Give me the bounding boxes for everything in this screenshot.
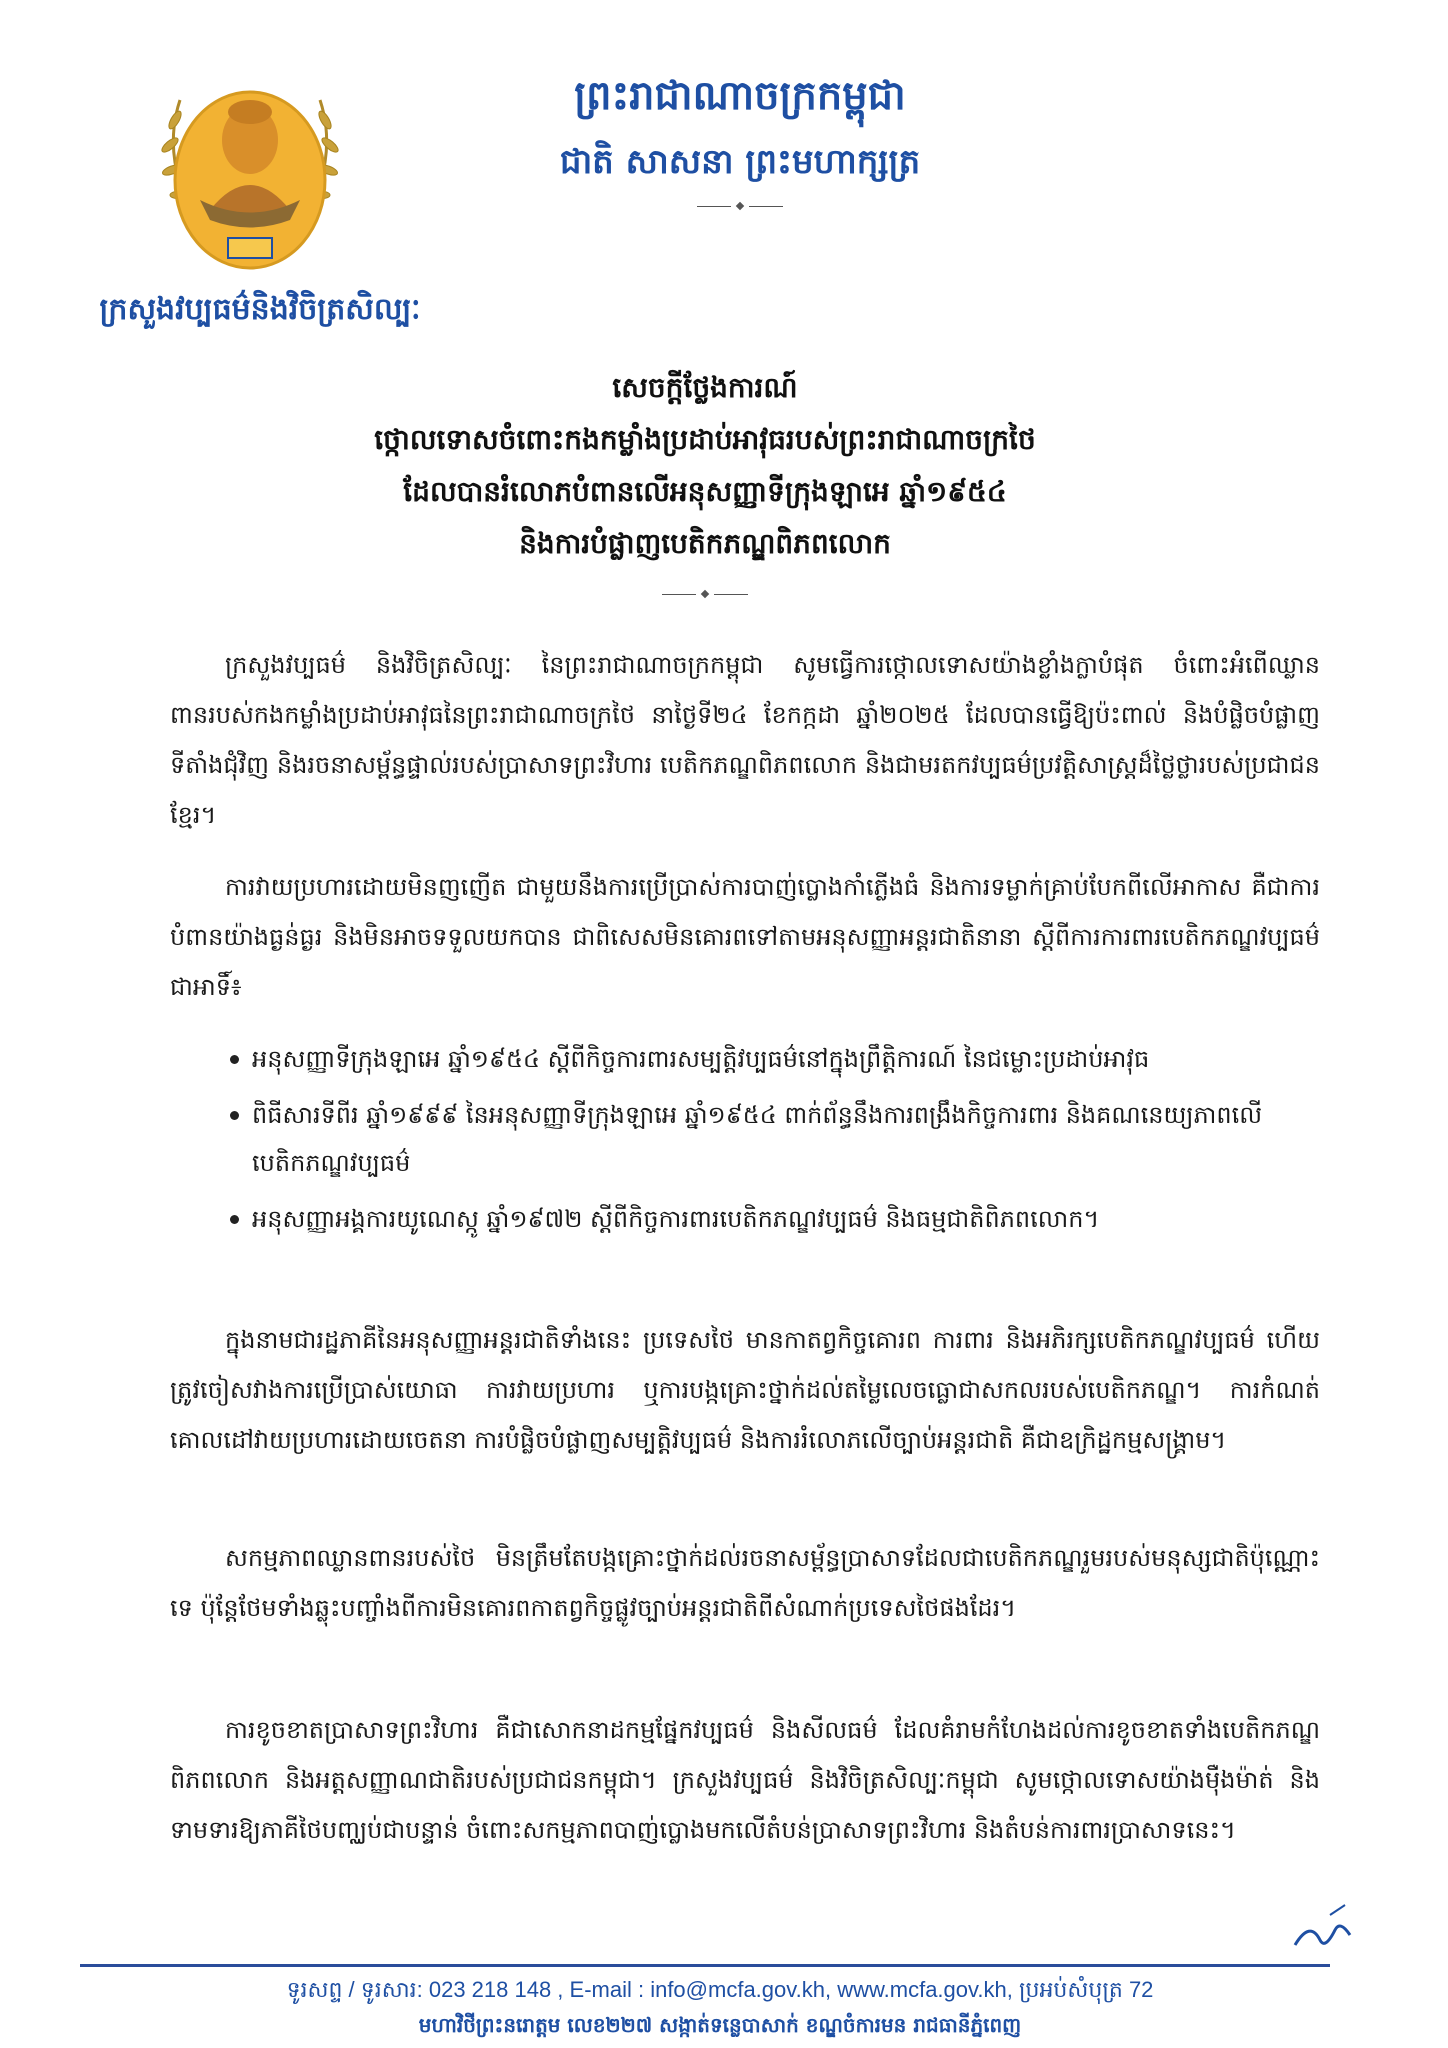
ministry-logo <box>140 60 360 280</box>
paragraph-1: ក្រសួងវប្បធម៌ និងវិចិត្រសិល្បៈ នៃព្រះរាជាណាចក្រកម្ពុជា សូមធ្វើការថ្កោលទោសយ៉ាងខ្លាំងក្លាបំផុត ចំពោះអំពើឈ្លានពានរបស់កងកម្លាំងប្រដាប់អាវុធនៃព្រះរាជាណាចក្រថៃ នាថ្ងៃទី២៤ ខែកក្កដា ឆ្នាំ២០២៥ ដែលបានធ្វើឱ្យប៉ះពាល់ និងបំផ្លិចបំផ្លាញទីតាំងជុំវិញ និងរចនាសម្ព័ន្ធផ្ទាល់របស់ប្រាសាទព្រះវិហារ បេតិកភណ្ឌពិភពលោក និងជាមរតកវប្បធម៌ប្រវត្តិសាស្ត្រដ៏ថ្លៃថ្លារបស់ប្រជាជនខ្មែរ។ <box>170 651 1320 829</box>
statement-subtitle-1: ថ្កោលទោសចំពោះកងកម្លាំងប្រដាប់អាវុធរបស់ព្រះរាជាណាចក្រថៃ <box>374 423 1036 456</box>
title-divider <box>655 588 755 600</box>
list-item: អនុសញ្ញាអង្គការយូណេស្កូ ឆ្នាំ១៩៧២ ស្តីពីកិច្ចការពារបេតិកភណ្ឌវប្បធម៌ និងធម្មជាតិពិភពលោក។ <box>230 1195 1320 1243</box>
national-motto: ជាតិ សាសនា ព្រះមហាក្សត្រ <box>559 142 921 182</box>
convention-list <box>230 1035 1320 1251</box>
footer-rule <box>80 1964 1330 1967</box>
bullet-icon <box>230 1111 239 1120</box>
footer-address: មហាវិថីព្រះនរោត្តម លេខ២២៧ សង្កាត់ទន្លេបាសាក់ ខណ្ឌចំការមន រាជធានីភ្នំពេញ <box>418 2013 1022 2037</box>
paragraph-5: ការខូចខាតប្រាសាទព្រះវិហារ គឺជាសោកនាដកម្មផ្នែកវប្បធម៌ និងសីលធម៌ ដែលគំរាមកំហែងដល់ការខូចខាតទាំងបេតិកភណ្ឌពិភពលោក និងអត្តសញ្ញាណជាតិរបស់ប្រជាជនកម្ពុជា។ ក្រសួងវប្បធម៌ និងវិចិត្រសិល្បៈកម្ពុជា សូមថ្កោលទោសយ៉ាងម៉ឺងម៉ាត់ និងទាមទារឱ្យភាគីថៃបញ្ឈប់ជាបន្ទាន់ ចំពោះសកម្មភាពបាញ់ប្លោងមកលើតំបន់ប្រាសាទព្រះវិហារ និងតំបន់ការពារប្រាសាទនេះ។ <box>170 1716 1320 1844</box>
bullet-icon <box>230 1215 239 1224</box>
footer-contact: ទូរសព្ទ / ទូរសារ: 023 218 148 , E-mail : info@mcfa.gov.kh, www.mcfa.gov.kh, ប្រអប់សំបុត្រ 72 <box>286 1977 1154 2002</box>
paragraph-3: ក្នុងនាមជារដ្ឋភាគីនៃអនុសញ្ញាអន្តរជាតិទាំងនេះ ប្រទេសថៃ មានកាតព្វកិច្ចគោរព ការពារ និងអភិរក្សបេតិកភណ្ឌវប្បធម៌ ហើយត្រូវចៀសវាងការប្រើប្រាស់យោធា ការវាយប្រហារ ឬការបង្កគ្រោះថ្នាក់ដល់តម្លៃលេចធ្លោជាសកលរបស់បេតិកភណ្ឌ។ ការកំណត់គោលដៅវាយប្រហារដោយចេតនា ការបំផ្លិចបំផ្លាញសម្បត្តិវប្បធម៌ និងការរំលោភលើច្បាប់អន្តរជាតិ គឺជាឧក្រិដ្ឋកម្មសង្គ្រាម។ <box>170 1326 1320 1454</box>
ministry-name: ក្រសួងវប្បធម៌និងវិចិត្រសិល្បៈ <box>99 292 421 327</box>
paragraph-4: សកម្មភាពឈ្លានពានរបស់ថៃ មិនត្រឹមតែបង្កគ្រោះថ្នាក់ដល់រចនាសម្ព័ន្ធប្រាសាទដែលជាបេតិកភណ្ឌរួមរបស់មនុស្សជាតិប៉ុណ្ណោះទេ ប៉ុន្តែថែមទាំងឆ្លុះបញ្ចាំងពីការមិនគោរពកាតព្វកិច្ចផ្លូវច្បាប់អន្តរជាតិពីសំណាក់ប្រទេសថៃផងដែរ។ <box>170 1544 1320 1622</box>
bullet-icon <box>230 1055 239 1064</box>
statement-subtitle-3: និងការបំផ្លាញបេតិកភណ្ឌពិភពលោក <box>519 527 891 560</box>
list-item: ពិធីសារទីពីរ ឆ្នាំ១៩៩៩ នៃអនុសញ្ញាទីក្រុងឡាអេ ឆ្នាំ១៩៥៤ ពាក់ព័ន្ធនឹងការពង្រឹងកិច្ចការពារ និងគណនេយ្យភាពលើបេតិកភណ្ឌវប្បធម៌ <box>230 1091 1320 1187</box>
header-divider <box>690 200 790 212</box>
list-item: អនុសញ្ញាទីក្រុងឡាអេ ឆ្នាំ១៩៥៤ ស្តីពីកិច្ចការពារសម្បត្តិវប្បធម៌នៅក្នុងព្រឹត្តិការណ៍ នៃជម្លោះប្រដាប់អាវុធ <box>230 1035 1320 1083</box>
kingdom-title: ព្រះរាជាណាចក្រកម្ពុជា <box>574 72 906 119</box>
signature-mark <box>1290 1900 1360 1960</box>
statement-subtitle-2: ដែលបានរំលោភបំពានលើអនុសញ្ញាទីក្រុងឡាអេ ឆ្នាំ១៩៥៤ <box>403 475 1007 508</box>
statement-title: សេចក្តីថ្លែងការណ៍ <box>612 371 798 404</box>
paragraph-2: ការវាយប្រហារដោយមិនញញើត ជាមួយនឹងការប្រើប្រាស់ការបាញ់ប្លោងកាំភ្លើងធំ និងការទម្លាក់គ្រាប់បែកពីលើអាកាស គឺជាការបំពានយ៉ាងធ្ងន់ធ្ងរ និងមិនអាចទទួលយកបាន ជាពិសេសមិនគោរពទៅតាមអនុសញ្ញាអន្តរជាតិនានា ស្តីពីការការពារបេតិកភណ្ឌវប្បធម៌ ជាអាទិ៍៖ <box>170 873 1320 1001</box>
